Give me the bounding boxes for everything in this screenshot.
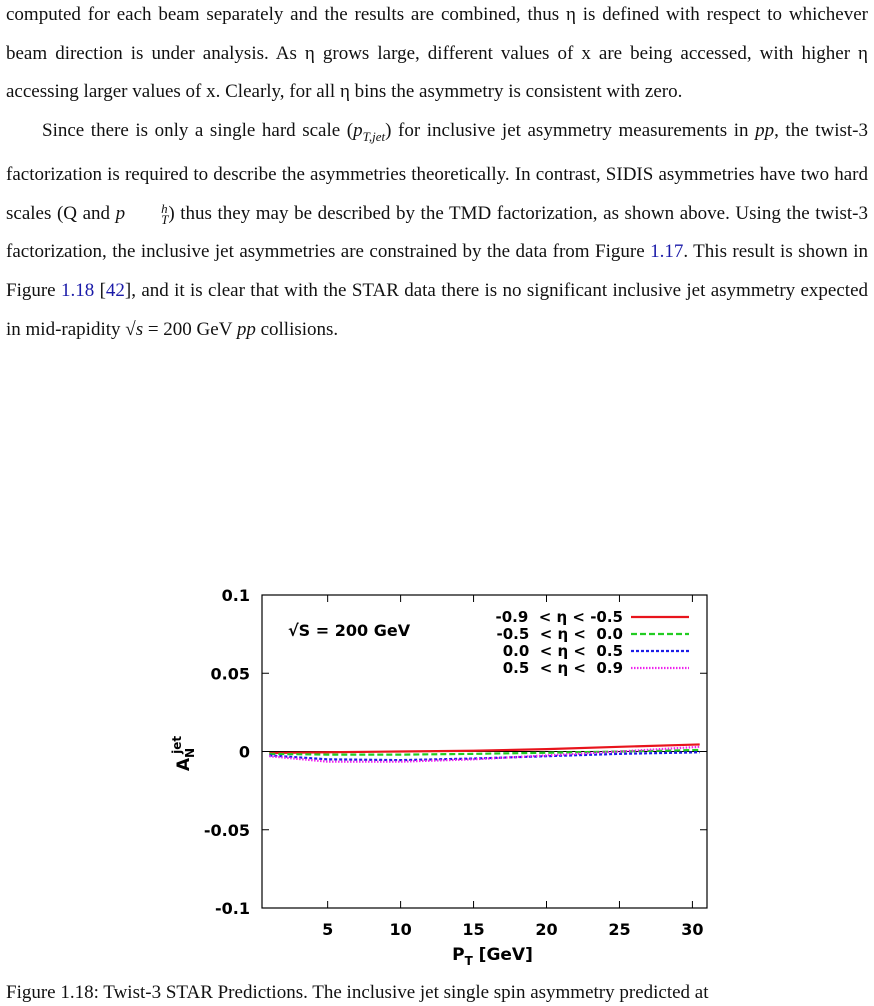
paragraph-2 [6,112,868,349]
body-text [6,0,868,349]
y-tick-label: 0.1 [221,586,250,605]
para2-seg-2: ) for inclusive jet asymmetry measurements in [385,119,756,141]
paragraph-1-text: computed for each beam separately and the results are combined, thus η is defined with respect to whichever beam direction is under analysis. As η grows large, different values of x are being accessed, with higher η accessing larger values of x. Clearly, for all η bins the asymmetry is consistent with zero. [6,4,868,103]
x-axis-label [452,945,533,968]
x-axis-label-sub: T [464,954,473,968]
math-pp-2: pp [236,318,256,340]
x-tick-label: 30 [681,920,704,939]
x-tick-label: 20 [535,920,558,939]
para2-seg-8: = 200 GeV [143,318,237,340]
figure-ref-1-17[interactable]: 1.17 [650,241,684,263]
legend-label-4: 0.5 < η < 0.9 [497,659,623,677]
y-axis-label-text [170,736,197,771]
math-pt-jet-base: p [353,119,363,141]
x-axis-label-main: P [452,945,465,965]
x-tick-label: 10 [389,920,412,939]
figure-caption-text: Figure 1.18: Twist-3 STAR Predictions. The inclusive jet single spin asymmetry predicted at [6,982,709,1003]
para2-seg-6: [ [94,279,106,301]
para2-seg-9: collisions. [255,318,339,340]
y-tick-label: 0 [238,742,250,762]
legend-label-2: -0.5 < η < 0.0 [496,625,623,643]
figure-1-18 [145,584,725,974]
y-axis-label-sub: N [183,747,197,758]
math-pth-base: p [115,202,126,224]
y-tick-label: -0.05 [203,820,250,840]
x-tick-label: 15 [462,920,485,939]
math-pt-jet [353,119,386,144]
y-axis-label [170,736,197,771]
figure-caption [6,968,868,1003]
y-tick-label: 0.05 [210,664,250,684]
math-pp-1: pp [755,119,775,141]
y-axis-label-main: A [174,757,194,772]
math-sqrt-s: √s [125,318,144,340]
citation-42[interactable]: 42 [105,279,125,301]
math-pt-jet-sub: T,jet [362,128,386,144]
y-axis-label-sup: jet [170,735,184,754]
math-pth-sub: T [161,212,169,228]
math-pth-sup: h [161,201,168,217]
x-tick-label: 5 [322,920,334,939]
y-tick-label: -0.1 [215,899,250,918]
legend-label-1: -0.9 < η < -0.5 [495,608,623,626]
series-line-3 [269,752,699,760]
paragraph-1 [6,0,868,112]
energy-annotation: √S = 200 GeV [288,621,411,640]
x-tick-label: 25 [608,920,631,939]
para2-seg-7: ], and it is clear that with the STAR data there is no significant inclusive jet asymmetry expected in mid-rapidity [6,279,869,340]
math-pth [115,201,169,228]
para2-seg-3: , the twist-3 factorization is required to describe the asymmetries theoretically. In contrast, SIDIS asymmetries have two hard scales (Q and [6,119,868,224]
figure-ref-1-18[interactable]: 1.18 [60,279,95,301]
para2-seg-4: ) thus they may be described by the TMD factorization, as shown above. Using the twist-3 factorization, the inclusive jet asymmetries are constrained by the data from Figure [6,202,868,263]
asymmetry-chart [145,584,725,974]
legend-label-3: 0.0 < η < 0.5 [497,642,623,660]
para2-seg-1: Since there is only a single hard scale ( [42,119,354,141]
x-axis-label-unit: [GeV] [472,945,533,965]
para2-seg-5: . This result is shown in Figure [6,241,869,301]
